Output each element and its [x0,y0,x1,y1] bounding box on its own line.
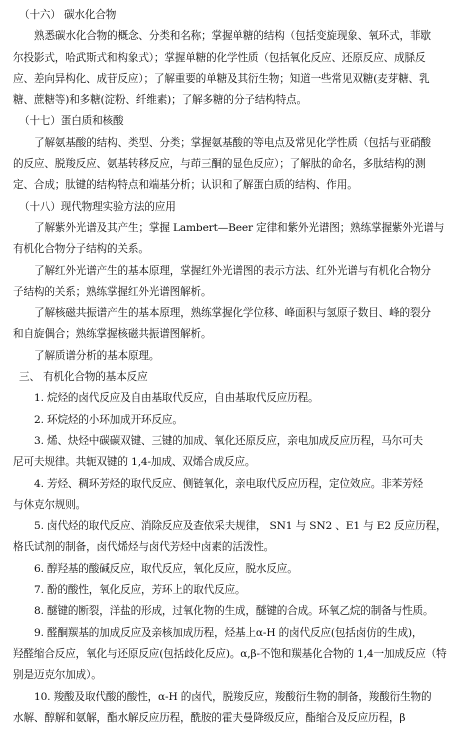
text-line: 了解核磁共振谱产生的基本原理，熟练掌握化学位移、峰面积与氢原子数目、峰的裂分 [34,307,431,320]
text-line: 别是迈克尔加成）。 [13,669,102,682]
text-line: 和自旋偶合；熟练掌握核磁共振谱图解析。 [13,328,212,341]
text-line: 2. 环烷烃的小环加成开环反应。 [34,413,183,426]
text-line: 熟悉碳水化合物的概念、分类和名称；掌握单糖的结构（包括变旋现象、氧环式，菲歇 [34,30,431,43]
text-line: 8. 醚键的断裂，洋盐的形成，过氧化物的生成，醚键的合成。环氧乙烷的制备与性质。 [34,605,434,618]
text-line: 10. 羧酸及取代酸的酸性，α-H 的卤代，脱羧反应，羧酸衍生物的制备，羧酸衍生物的 [34,690,432,703]
text-line: 了解质谱分析的基本原理。 [34,349,160,362]
text-line: 三、 有机化合物的基本反应 [19,371,148,384]
text-line: 了解紫外光谱及其产生；掌握 Lambert—Beer 定律和紫外光谱图；熟练掌握紫外光谱与 [34,221,445,234]
text-line: 定、合成；肽键的结构特点和端基分析；认识和了解蛋白质的结构、作用。 [13,179,358,192]
text-line: 6. 醇羟基的酸碱反应，取代反应，氧化反应，脱水反应。 [34,562,298,575]
text-line: 1. 烷烃的卤代反应及自由基取代反应，自由基取代反应历程。 [34,392,319,405]
text-line: 糖、蔗糖等)和多糖(淀粉、纤维素)；了解多糖的分子结构特点。 [13,94,307,107]
text-line: 子结构的关系；熟练掌握红外光谱图解析。 [13,285,212,298]
text-line: 格氏试剂的制备，卤代烯烃与卤代芳烃中卤素的活泼性。 [13,541,275,554]
text-line: 的反应、脱羧反应、氨基转移反应，与茚三酮的显色反应）；了解肽的命名，多肽结构的测 [13,158,426,171]
text-line: 3. 烯、炔烃中碳碳双键、三键的加成、氧化还原反应，亲电加成反应历程，马尔可夫 [34,434,423,447]
text-line: 尼可夫规律。共轭双键的 1,4-加成、双烯合成反应。 [13,456,256,469]
text-line: 9. 醛酮羰基的加成反应及亲核加成历程，烃基上α-H 的卤代反应(包括卤仿的生成)， [34,626,423,639]
text-line: 应、差向异构化、成苷反应）；了解重要的单糖及其衍生物；知道一些常见双糖(麦芽糖、乳 [13,72,430,85]
text-line: 水解、醇解和氨解，酯水解反应历程，酰胺的霍夫曼降级反应，酯缩合及反应历程，β [13,711,406,724]
text-line: 与休克尔规则。 [13,498,87,511]
text-line: （十七）蛋白质和核酸 [19,115,124,128]
text-line: 了解氨基酸的结构、类型、分类；掌握氨基酸的等电点及常见化学性质（包括与亚硝酸 [34,136,431,149]
text-line: 有机化合物分子结构的关系。 [13,243,149,256]
text-line: （十六） 碳水化合物 [19,9,117,21]
text-line: 5. 卤代烃的取代反应、消除反应及查依采夫规律， SN1 与 SN2 、E1 与 E2 反应历程， [34,520,447,533]
text-line: 羟醛缩合反应，氧化与还原反应(包括歧化反应)。α,β-不饱和羰基化合物的 1,4一加成反应（特 [13,647,447,660]
text-line: （十八）现代物理实验方法的应用 [19,200,176,213]
text-line: 7. 酚的酸性，氧化反应，芳环上的取代反应。 [34,584,246,597]
text-line: 了解红外光谱产生的基本原理，掌握红外光谱图的表示方法、红外光谱与有机化合物分 [34,264,431,277]
text-line: 4. 芳烃、稠环芳烃的取代反应、侧链氧化，亲电取代反应历程，定位效应。非苯芳烃 [34,477,423,490]
text-line: 尔投影式，哈武斯式和构象式）；掌握单糖的化学性质（包括氧化反应、还原反应、成脎反 [13,51,426,64]
